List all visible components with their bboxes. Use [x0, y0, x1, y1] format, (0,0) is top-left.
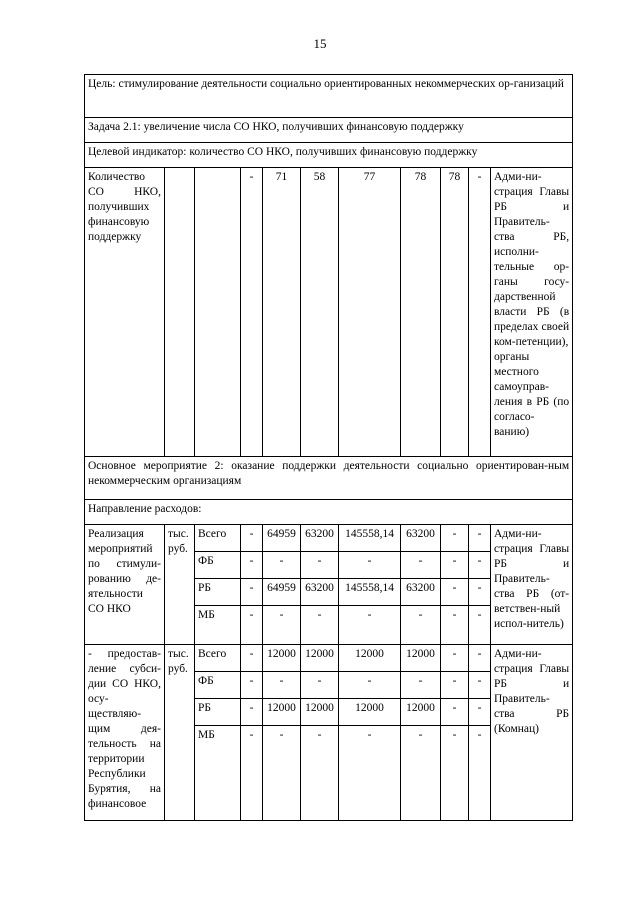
- funding-value: 12000: [263, 645, 301, 672]
- funding-value: 12000: [301, 645, 339, 672]
- funding-value: 12000: [301, 699, 339, 726]
- indicator-value: 78: [441, 168, 469, 457]
- funding-value: -: [441, 525, 469, 552]
- funding-value: -: [263, 552, 301, 579]
- indicator-responsible: Адми-ни-страция Главы РБ и Правитель-ства РБ, исполни-тельные ор-ганы госу-дарственной власти РБ (в пределах своей ком-петенции), органы местного самоуправ-ления в РБ (по согласо-ванию): [491, 168, 573, 457]
- funding-value: 12000: [263, 699, 301, 726]
- funding-value: 63200: [301, 579, 339, 606]
- block-unit: тыс. руб.: [165, 525, 195, 645]
- funding-value: 12000: [339, 699, 401, 726]
- funding-value: -: [401, 606, 441, 645]
- task-row: [85, 118, 573, 143]
- funding-value: 12000: [339, 645, 401, 672]
- funding-value: -: [401, 552, 441, 579]
- funding-value: 63200: [401, 579, 441, 606]
- indicator-value: -: [469, 168, 491, 457]
- funding-value: -: [241, 726, 263, 821]
- funding-source: ФБ: [195, 672, 241, 699]
- page-number: 15: [313, 36, 327, 51]
- funding-value: -: [301, 672, 339, 699]
- funding-source: МБ: [195, 606, 241, 645]
- block-name: - предостав-ление субси-дии СО НКО, осу-ществляю-щим дея-тельность на территории Республики Бурятия, на финансовое: [85, 645, 165, 821]
- program-table: [84, 74, 573, 821]
- funding-source: МБ: [195, 726, 241, 821]
- funding-value: -: [241, 672, 263, 699]
- indicator-value: 77: [339, 168, 401, 457]
- funding-value: -: [241, 552, 263, 579]
- indicator-value: 71: [263, 168, 301, 457]
- funding-value: -: [241, 645, 263, 672]
- goal-text: Цель: стимулирование деятельности социально ориентированных некоммерческих ор-ганизаций: [85, 75, 573, 118]
- activity-title: Основное мероприятие 2: оказание поддержки деятельности социально ориентирован-ным некоммерческим организациям: [85, 457, 573, 500]
- funding-value: -: [469, 699, 491, 726]
- funding-value: 145558,14: [339, 579, 401, 606]
- indicator-name: Количество СО НКО, получивших финансовую поддержку: [85, 168, 165, 457]
- block-name: Реализация мероприятий по стимули-рованию де-ятельности СО НКО: [85, 525, 165, 645]
- funding-value: -: [401, 672, 441, 699]
- funding-value: -: [441, 726, 469, 821]
- funding-value: -: [241, 699, 263, 726]
- indicator-title-row: [85, 143, 573, 168]
- funding-value: -: [339, 726, 401, 821]
- funding-value: -: [441, 579, 469, 606]
- funding-value: -: [301, 552, 339, 579]
- funding-value: 63200: [301, 525, 339, 552]
- funding-value: -: [469, 552, 491, 579]
- funding-value: -: [263, 726, 301, 821]
- block-responsible: Адми-ни-страция Главы РБ и Правитель-ства РБ (от-ветствен-ный испол-нитель): [491, 525, 573, 645]
- funding-source: РБ: [195, 579, 241, 606]
- funding-value: 12000: [401, 645, 441, 672]
- funding-value: -: [441, 672, 469, 699]
- funding-value: -: [339, 606, 401, 645]
- funding-value: -: [441, 552, 469, 579]
- block-responsible: Адми-ни-страция Главы РБ и Правитель-ства РБ (Комнац): [491, 645, 573, 821]
- funding-value: -: [469, 606, 491, 645]
- funding-value: -: [401, 726, 441, 821]
- funding-source: ФБ: [195, 552, 241, 579]
- funding-value: -: [241, 606, 263, 645]
- indicator-value: 78: [401, 168, 441, 457]
- funding-source: Всего: [195, 645, 241, 672]
- funding-value: -: [469, 579, 491, 606]
- funding-value: -: [469, 726, 491, 821]
- funding-value: -: [301, 726, 339, 821]
- indicator-value: 58: [301, 168, 339, 457]
- funding-value: -: [469, 525, 491, 552]
- funding-value: -: [469, 645, 491, 672]
- expenses-title: Направление расходов:: [85, 500, 573, 525]
- block-unit: тыс. руб.: [165, 645, 195, 821]
- funding-value: 12000: [401, 699, 441, 726]
- funding-value: -: [441, 606, 469, 645]
- expenses-row: [85, 500, 573, 525]
- funding-value: -: [441, 645, 469, 672]
- funding-value: -: [241, 579, 263, 606]
- indicator-value: -: [241, 168, 263, 457]
- funding-source: Всего: [195, 525, 241, 552]
- funding-value: 64959: [263, 579, 301, 606]
- funding-value: -: [263, 672, 301, 699]
- activity-row: [85, 457, 573, 500]
- funding-value: 64959: [263, 525, 301, 552]
- block-row: [85, 645, 573, 672]
- indicator-title: Целевой индикатор: количество СО НКО, получивших финансовую поддержку: [85, 143, 573, 168]
- indicator-row: [85, 168, 573, 457]
- funding-value: -: [339, 552, 401, 579]
- goal-row: [85, 75, 573, 118]
- indicator-base: [195, 168, 241, 457]
- block-row: [85, 525, 573, 552]
- funding-value: -: [469, 672, 491, 699]
- task-text: Задача 2.1: увеличение числа СО НКО, получивших финансовую поддержку: [85, 118, 573, 143]
- funding-value: -: [301, 606, 339, 645]
- funding-source: РБ: [195, 699, 241, 726]
- funding-value: -: [241, 525, 263, 552]
- funding-value: 63200: [401, 525, 441, 552]
- indicator-unit: [165, 168, 195, 457]
- funding-value: 145558,14: [339, 525, 401, 552]
- funding-value: -: [339, 672, 401, 699]
- funding-value: -: [441, 699, 469, 726]
- funding-value: -: [263, 606, 301, 645]
